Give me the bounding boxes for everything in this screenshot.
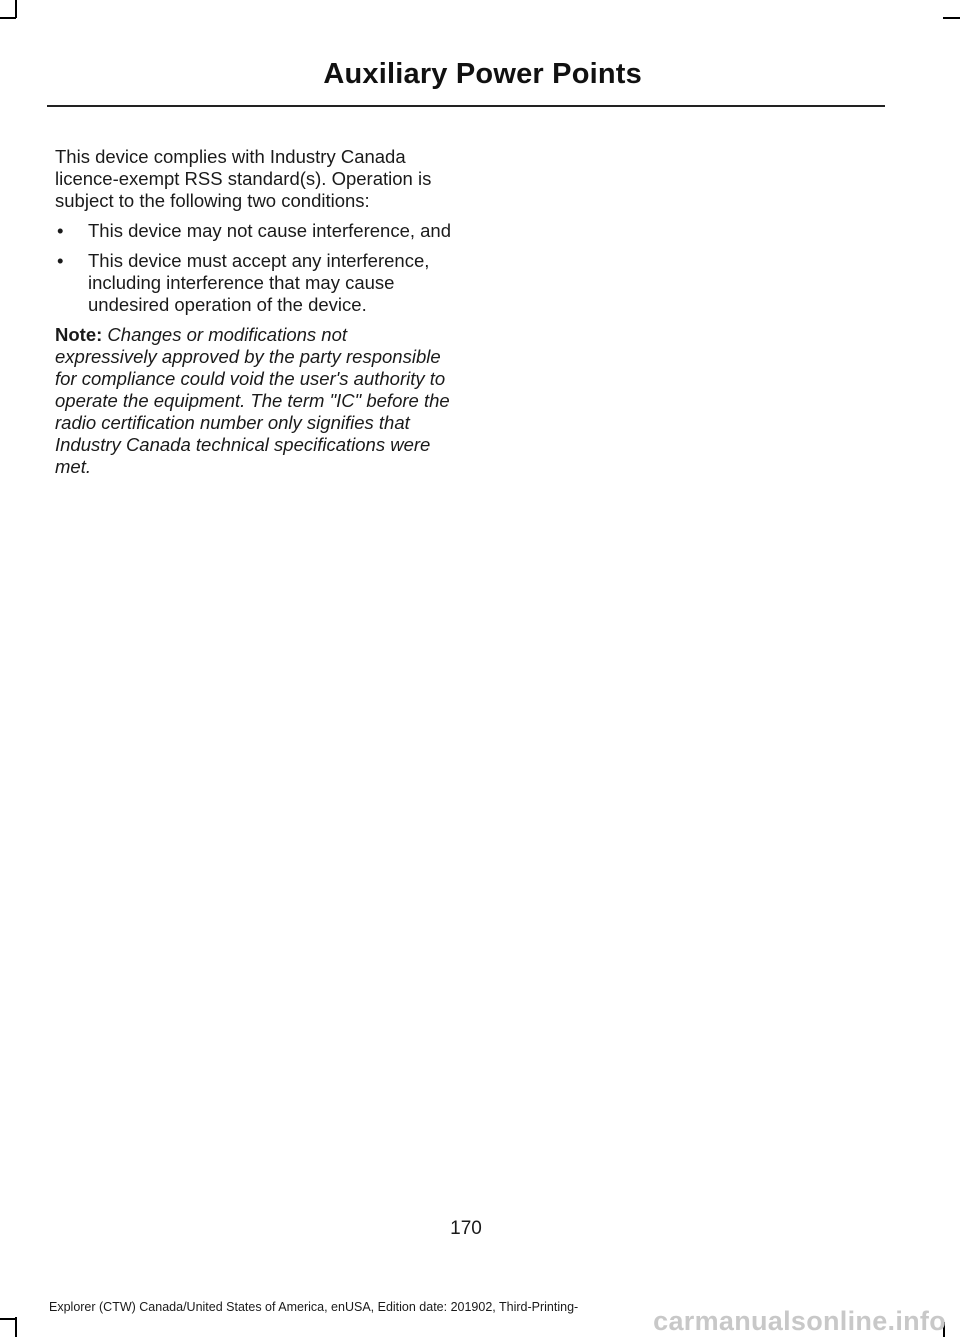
bullet-icon: •	[57, 220, 64, 241]
crop-mark-top-right-horizontal	[943, 17, 960, 19]
list-item	[55, 250, 451, 316]
watermark: carmanualsonline.info	[653, 1306, 946, 1336]
main-content	[55, 146, 451, 478]
title-divider	[47, 105, 885, 107]
crop-mark-top-left-horizontal	[0, 17, 16, 19]
conditions-list	[55, 220, 451, 316]
note-text: Changes or modifications not expressively approved by the party responsible for compliance could void the user's authority to operate the equipment. The term "IC" before the radio certification number only signifies that Industry Canada technical specifications were met.	[55, 324, 450, 477]
crop-mark-top-left-vertical	[15, 0, 17, 18]
note-label: Note:	[55, 324, 103, 345]
list-item-text: This device must accept any interference, including interference that may cause undesired operation of the device.	[88, 250, 430, 315]
note-paragraph	[55, 324, 451, 478]
page-title: Auxiliary Power Points	[323, 58, 642, 90]
bullet-icon: •	[57, 250, 64, 271]
intro-paragraph: This device complies with Industry Canada licence-exempt RSS standard(s). Operation is subject to the following two conditions:	[55, 146, 432, 211]
footer-edition-info: Explorer (CTW) Canada/United States of America, enUSA, Edition date: 201902, Third-Printing-	[49, 1300, 579, 1314]
page-number: 170	[450, 1218, 482, 1239]
crop-mark-bottom-left-horizontal	[0, 1318, 16, 1320]
list-item	[55, 220, 451, 242]
list-item-text: This device may not cause interference, and	[88, 220, 451, 241]
crop-mark-bottom-left-vertical	[15, 1317, 17, 1337]
